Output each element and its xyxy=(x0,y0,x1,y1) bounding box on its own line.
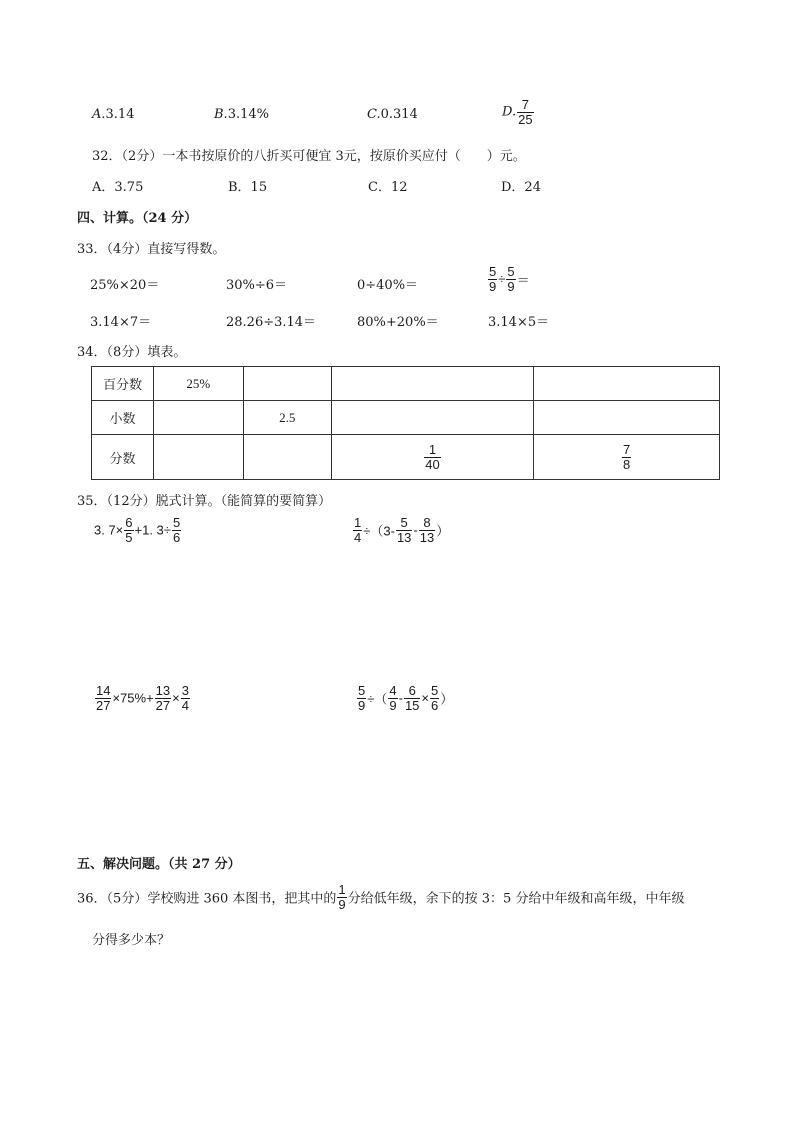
fraction: $\frac{1}{9}$ xyxy=(338,882,346,912)
table-cell xyxy=(534,367,720,401)
q33-item: 0÷40%＝ xyxy=(357,278,419,293)
fraction: $\frac{5}{9}$ xyxy=(507,264,515,294)
table-cell: 2.5 xyxy=(243,401,331,435)
q33-fraction-item: $\frac{5}{9}$ ÷ $\frac{5}{9}$ ＝ xyxy=(489,264,530,294)
fraction: $\frac{1}{4}$ xyxy=(354,515,362,545)
q32-option-c: C．12 xyxy=(368,180,408,195)
q35-expression-3: $\frac{14}{27}$ ×75%+ $\frac{13}{27}$ × $\frac{3}{4}$ xyxy=(96,683,189,713)
q33-item: 3.14×5＝ xyxy=(488,315,550,330)
q31-option-c: C.0.314 xyxy=(367,107,418,122)
fraction: $\frac{5}{6}$ xyxy=(431,683,439,713)
fraction: $\frac{13}{27}$ xyxy=(155,683,171,713)
fraction: $\frac{5}{9}$ xyxy=(489,264,497,294)
q32-option-a: A．3.75 xyxy=(92,180,144,195)
q31-option-b: B.3.14% xyxy=(214,107,269,122)
fraction: $\frac{6}{5}$ xyxy=(125,515,133,545)
q33-item: 25%×20＝ xyxy=(90,278,160,293)
q33-item: 30%÷6＝ xyxy=(226,278,288,293)
q33-item: 80%+20%＝ xyxy=(357,315,439,330)
conversion-table xyxy=(91,366,720,480)
table-cell xyxy=(243,367,331,401)
q31-option-d: D. $\frac{7}{25}$ xyxy=(502,97,533,127)
table-cell xyxy=(243,435,331,480)
row-label: 小数 xyxy=(92,401,154,435)
q35-expression-2: $\frac{1}{4}$ ÷（3- $\frac{5}{13}$ - $\frac{8}{13}$ ） xyxy=(354,515,450,545)
fraction: $\frac{3}{4}$ xyxy=(181,683,189,713)
table-cell xyxy=(331,401,534,435)
table-cell xyxy=(534,401,720,435)
fraction: $\frac{14}{27}$ xyxy=(96,683,111,713)
table-cell xyxy=(153,435,243,480)
q36-question: 36．（5分）学校购进 360 本图书，把其中的 $\frac{1}{9}$ 分给低年级，余下的按 3：5 分给中年级和高年级，中年级 xyxy=(77,882,685,912)
section-4-heading: 四、计算。（24 分） xyxy=(77,211,198,226)
q35-question: 35．（12分）脱式计算。（能简算的要简算） xyxy=(77,494,332,509)
fraction: $\frac{5}{6}$ xyxy=(172,515,181,545)
section-5-heading: 五、解决问题。（共 27 分） xyxy=(77,857,241,872)
fraction: $\frac{7}{8}$ xyxy=(623,441,631,472)
fraction: $\frac{5}{13}$ xyxy=(396,515,412,545)
q34-question: 34．（8分）填表。 xyxy=(77,345,187,360)
q33-question: 33．（4分）直接写得数。 xyxy=(77,242,226,257)
fraction: $\frac{6}{15}$ xyxy=(404,683,420,713)
fraction: $\frac{4}{9}$ xyxy=(389,683,397,713)
row-label: 分数 xyxy=(92,435,154,480)
table-row xyxy=(92,367,720,401)
q32-option-d: D．24 xyxy=(501,180,541,195)
table-cell xyxy=(331,435,534,480)
table-cell: 25% xyxy=(153,367,243,401)
table-cell xyxy=(534,435,720,480)
q35-expression-4: $\frac{5}{9}$ ÷（ $\frac{4}{9}$ - $\frac{6}{15}$ × $\frac{5}{6}$ ） xyxy=(358,683,454,713)
row-label: 百分数 xyxy=(92,367,154,401)
q33-item: 28.26÷3.14＝ xyxy=(226,315,317,330)
q31-option-a: A.3.14 xyxy=(92,107,135,122)
q32-option-b: B．15 xyxy=(228,180,268,195)
fraction: $\frac{5}{9}$ xyxy=(358,683,366,713)
fraction: $\frac{7}{25}$ xyxy=(518,97,533,127)
q35-expression-1: 3. 7× $\frac{6}{5}$ +1. 3÷ $\frac{5}{6}$ xyxy=(94,515,181,545)
table-row xyxy=(92,401,720,435)
table-cell xyxy=(153,401,243,435)
table-row xyxy=(92,435,720,480)
fraction: $\frac{8}{13}$ xyxy=(419,515,435,545)
q36-question-line2: 分得多少本？ xyxy=(92,933,171,948)
fraction: $\frac{1}{40}$ xyxy=(425,441,440,472)
q32-question: 32．（2分）一本书按原价的八折买可便宜 3元，按原价买应付（ ）元。 xyxy=(92,149,526,164)
q33-item: 3.14×7＝ xyxy=(90,315,152,330)
table-cell xyxy=(331,367,534,401)
